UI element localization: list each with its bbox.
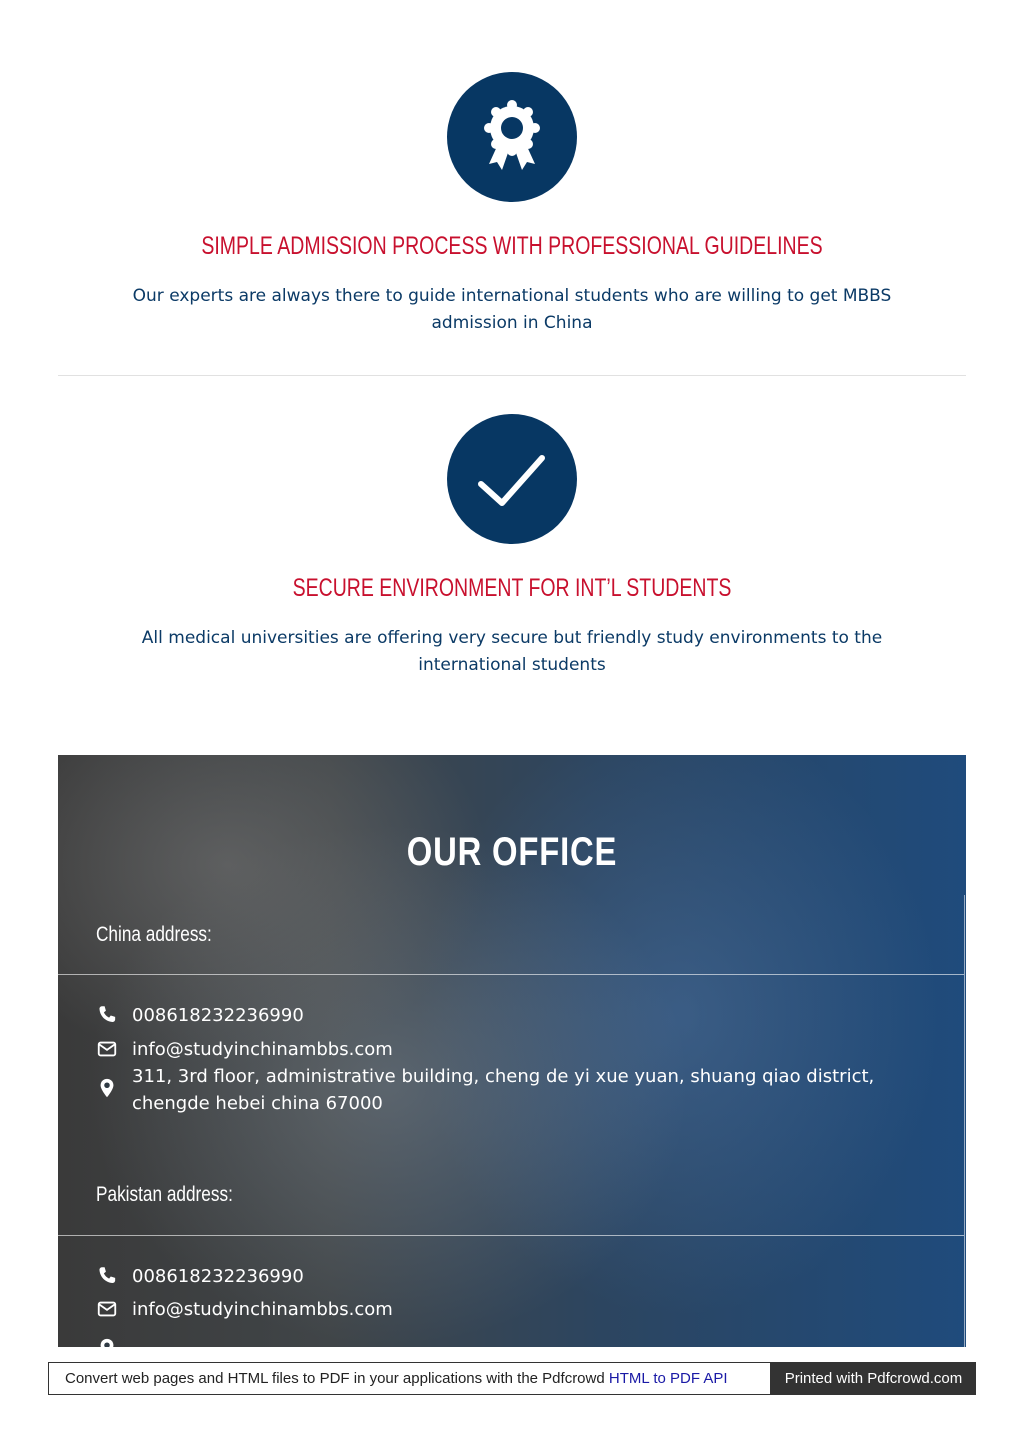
address-separator bbox=[58, 974, 964, 975]
feature-icon-badge bbox=[447, 72, 577, 202]
feature-description: All medical universities are offering very secure but friendly study environments to the international students bbox=[141, 628, 883, 675]
feature-title: SECURE ENVIRONMENT FOR INT’L STUDENTS bbox=[292, 574, 732, 602]
pakistan-phone[interactable]: 008618232236990 bbox=[132, 1266, 304, 1287]
html-to-pdf-api-link[interactable]: HTML to PDF API bbox=[608, 1370, 728, 1387]
envelope-icon bbox=[96, 1038, 118, 1060]
phone-icon bbox=[96, 1265, 118, 1287]
checkmark-icon bbox=[447, 414, 577, 544]
map-marker-icon bbox=[96, 1077, 118, 1099]
feature-title: SIMPLE ADMISSION PROCESS WITH PROFESSIONAL GUIDELINES bbox=[201, 232, 823, 260]
office-title: OUR OFFICE bbox=[406, 830, 618, 874]
envelope-icon bbox=[96, 1298, 118, 1320]
office-border bbox=[964, 895, 965, 1347]
map-marker-icon bbox=[96, 1337, 118, 1347]
office-section bbox=[58, 755, 966, 1347]
china-email[interactable]: info@studyinchinambbs.com bbox=[132, 1039, 393, 1060]
feature-description: Our experts are always there to guide international students who are willing to get MBBS admission in China bbox=[132, 286, 892, 333]
footer-printed-with[interactable]: Printed with Pdfcrowd.com bbox=[771, 1362, 976, 1395]
china-address: 311, 3rd floor, administrative building, cheng de yi xue yuan, shuang qiao district, chengde hebei china 67000 bbox=[132, 1066, 875, 1114]
feature-icon-badge bbox=[447, 414, 577, 544]
phone-icon bbox=[96, 1004, 118, 1026]
footer-promo-text: Convert web pages and HTML files to PDF in your applications with the Pdfcrowd bbox=[65, 1370, 609, 1387]
china-address-label: China address: bbox=[96, 923, 212, 946]
china-phone[interactable]: 008618232236990 bbox=[132, 1005, 304, 1026]
section-divider bbox=[58, 375, 966, 376]
pakistan-email[interactable]: info@studyinchinambbs.com bbox=[132, 1299, 393, 1320]
award-ribbon-icon bbox=[447, 72, 577, 202]
address-separator bbox=[58, 1235, 964, 1236]
pdfcrowd-footer bbox=[48, 1362, 976, 1395]
footer-promo bbox=[48, 1362, 771, 1395]
pakistan-address-label: Pakistan address: bbox=[96, 1183, 233, 1206]
